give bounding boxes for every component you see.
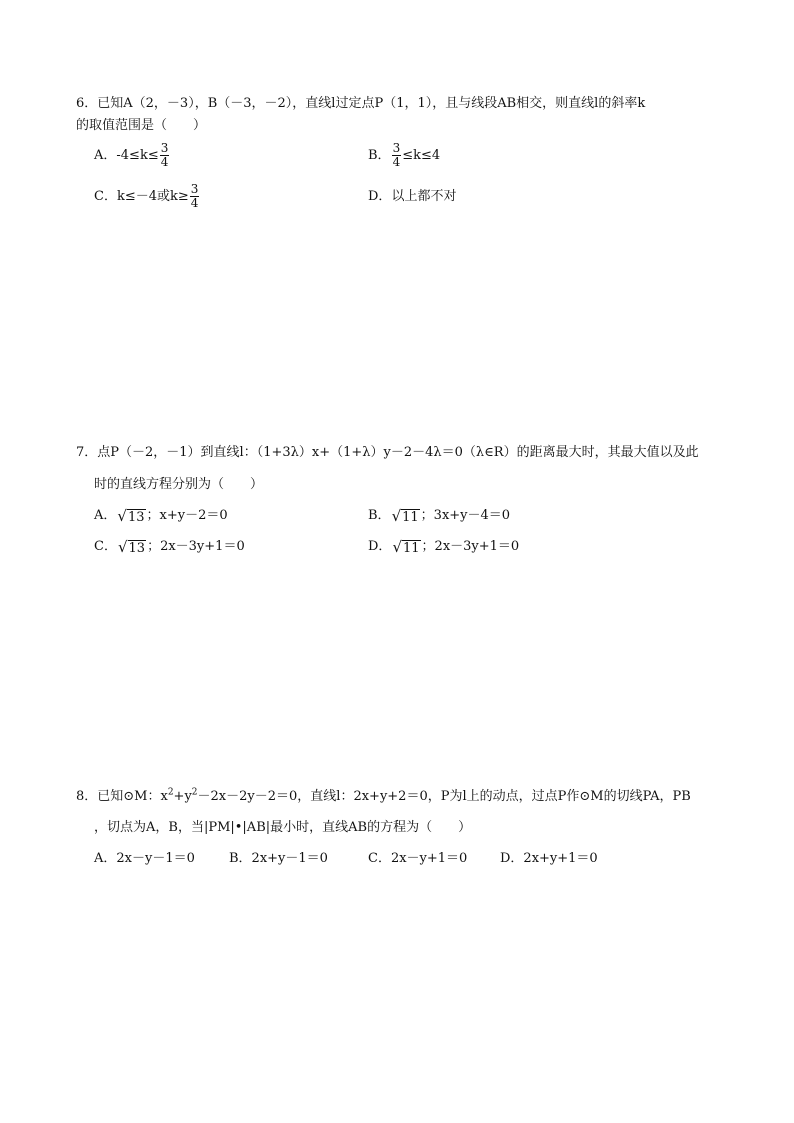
q6-option-a [94, 142, 170, 169]
q7-option-d [368, 538, 519, 556]
option-text: -4≤k≤ [116, 147, 159, 163]
fraction [160, 142, 170, 169]
q6-option-c [94, 183, 200, 210]
fraction [190, 183, 200, 210]
option-text: ；2x－3y+1＝0 [421, 539, 520, 554]
option-label: B． [368, 508, 391, 523]
q8-stem-line1 [76, 788, 691, 806]
numerator: 3 [190, 182, 199, 196]
square-root [392, 538, 420, 556]
exponent: 2 [191, 787, 198, 798]
radical-sign: √ [391, 507, 402, 525]
square-root [117, 507, 145, 525]
q6-option-b [368, 142, 440, 169]
q8-option-c: C．2x－y+1＝0 [368, 851, 468, 866]
option-text: 以上都不对 [391, 189, 457, 204]
fraction [392, 142, 402, 169]
option-text: ；x+y－2＝0 [146, 508, 228, 523]
q7-option-a [94, 507, 228, 525]
option-label: D． [368, 539, 392, 554]
q7-option-c [94, 538, 245, 556]
radical-sign: √ [117, 507, 127, 525]
option-label: A． [94, 147, 117, 163]
q6-option-d [368, 188, 456, 206]
q8-option-d: D．2x+y+1＝0 [500, 851, 598, 866]
radicand: 13 [128, 541, 146, 556]
q7-stem-line1: 7．点P（－2，－1）到直线l：（1+3λ）x+（1+λ）y－2－4λ＝0（λ∈R）的距离最大时，其最大值以及此 [76, 445, 699, 460]
numerator: 3 [392, 141, 401, 155]
q8-text-part: －2x－2y－2＝0，直线l：2x+y+2＝0，P为l上的动点，过点P作⊙M的切线PA，PB [197, 789, 691, 804]
option-label: D． [368, 189, 392, 204]
q8-option-b: B．2x+y－1＝0 [229, 851, 328, 866]
q8-option-a: A．2x－y－1＝0 [94, 851, 195, 866]
q8-text-part: 8．已知⊙M：x [76, 789, 168, 804]
denominator: 4 [190, 196, 199, 210]
denominator: 4 [392, 155, 401, 169]
option-text: ≤k≤4 [402, 147, 441, 163]
option-text: ；3x+y－4＝0 [420, 508, 511, 523]
radicand: 13 [127, 510, 145, 525]
option-label: A． [94, 508, 117, 523]
q6-stem-line2: 的取值范围是（ ） [76, 118, 207, 133]
radical-sign: √ [117, 538, 128, 556]
q8-text-part: +y [173, 789, 192, 804]
q8-stem-line2: ，切点为A，B，当|PM|•|AB|最小时，直线AB的方程为（ ） [94, 820, 472, 835]
numerator: 3 [160, 141, 169, 155]
option-text: ；2x－3y+1＝0 [147, 539, 245, 554]
option-label: B． [368, 147, 391, 163]
denominator: 4 [160, 155, 169, 169]
exponent: 2 [167, 787, 174, 798]
option-text: k≤－4或k≥ [116, 188, 189, 204]
q6-stem-line1: 6．已知A（2，－3），B（－3，－2），直线l过定点P（1，1），且与线段AB相交，则直线l的斜率k [76, 96, 646, 111]
option-label: C． [94, 539, 117, 554]
radicand: 11 [403, 541, 420, 556]
q7-option-b [368, 507, 510, 525]
option-label: C． [94, 188, 117, 204]
square-root [118, 538, 146, 556]
square-root [392, 507, 420, 525]
q7-stem-line2: 时的直线方程分别为（ ） [94, 477, 264, 492]
radicand: 11 [402, 510, 419, 525]
radical-sign: √ [392, 538, 402, 556]
